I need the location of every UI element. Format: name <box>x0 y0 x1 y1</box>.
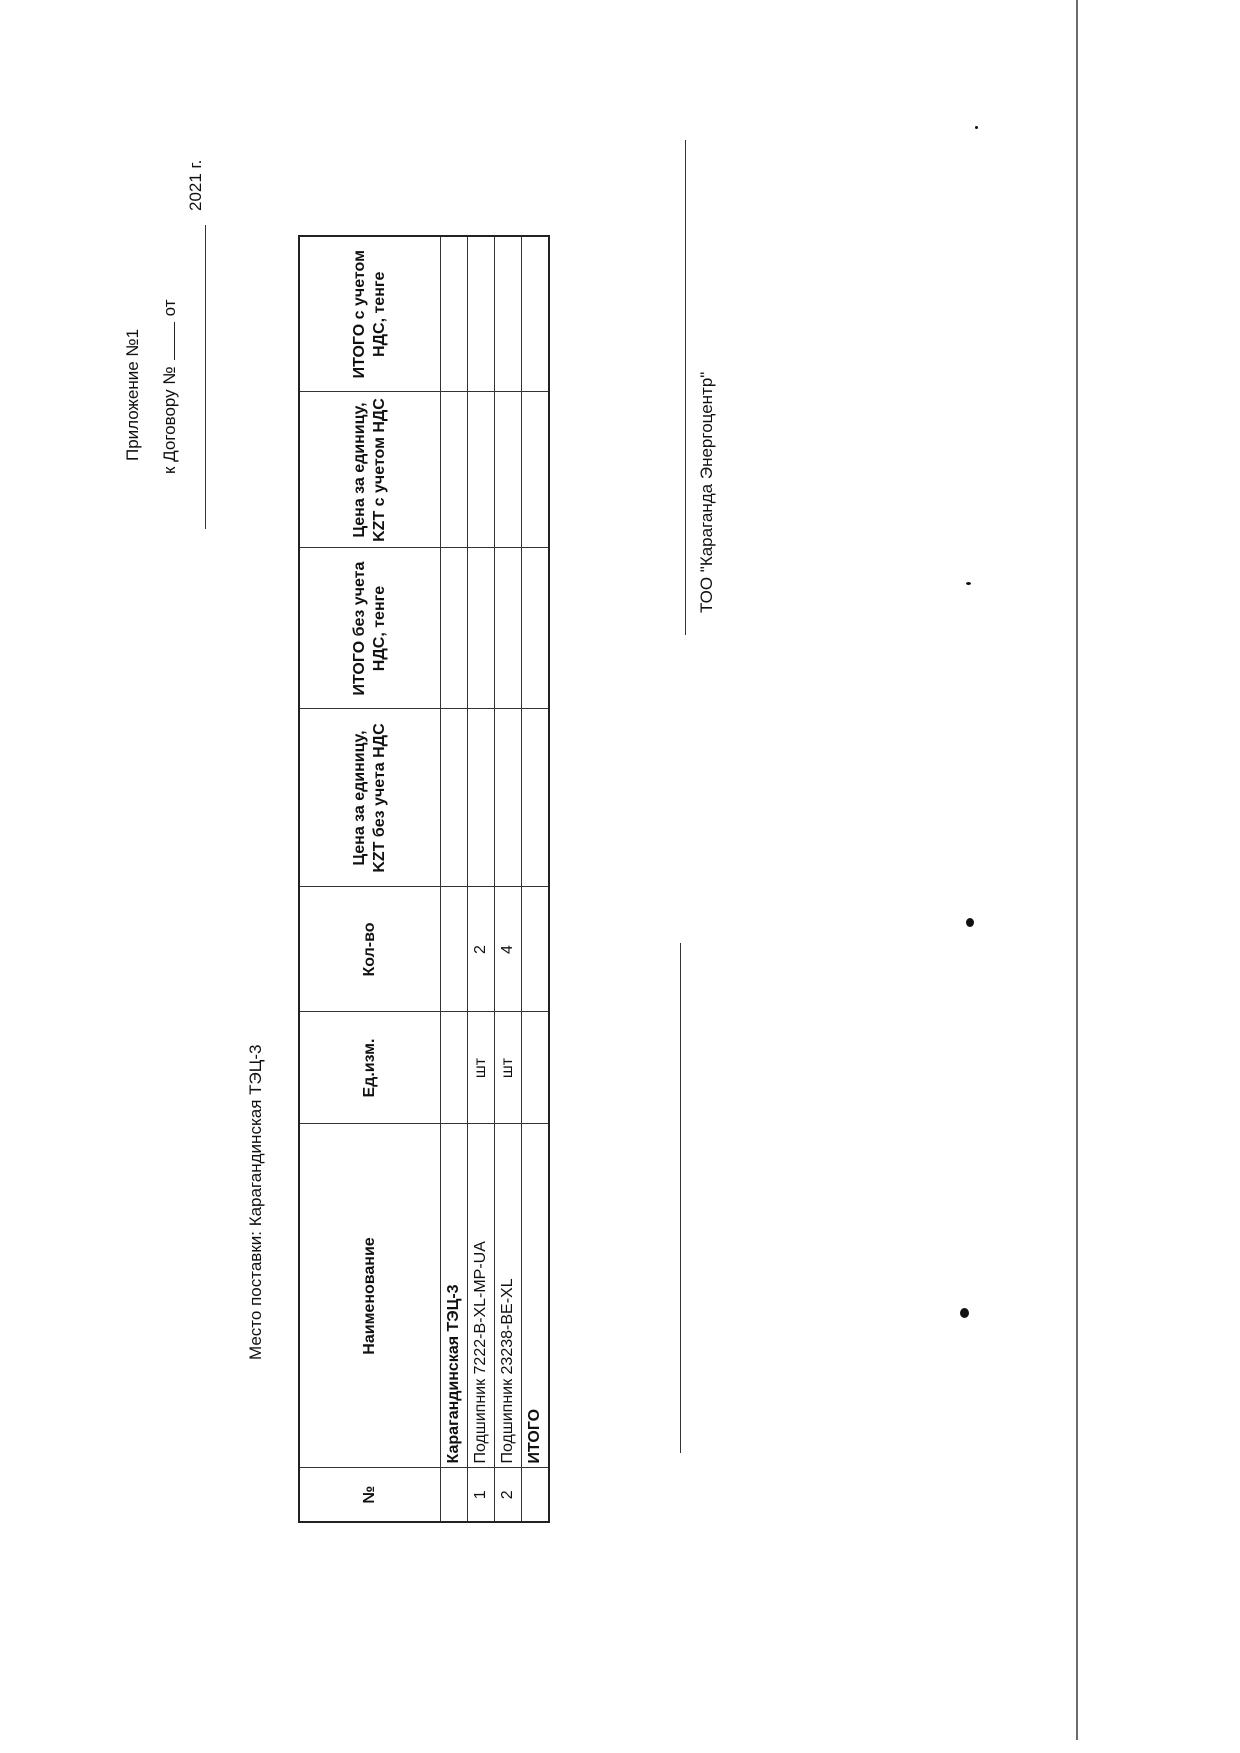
supplier-signature-line <box>685 140 686 635</box>
header-total-incl-vat: ИТОГО с учетом НДС, тенге <box>299 236 441 392</box>
row-name: Подшипник 7222-B-XL-MP-UA <box>468 1124 495 1468</box>
scan-speck <box>966 918 974 927</box>
contract-date-line <box>182 160 207 215</box>
table-header-row <box>299 236 441 1522</box>
scan-speck <box>960 1308 969 1318</box>
contract-number-blank <box>156 322 175 360</box>
row-quantity: 4 <box>495 887 522 1012</box>
row-unit: шт <box>495 1012 522 1124</box>
supplier-organization: ТОО "Караганда Энергоцентр" <box>697 371 716 613</box>
contract-prefix: к Договору № <box>160 366 179 474</box>
contract-year: 2021 г. <box>186 159 205 211</box>
table-row <box>468 236 495 1522</box>
buyer-signature-line <box>680 943 681 1453</box>
contract-number-underline <box>205 225 206 529</box>
header-unit-price-excl-vat: Цена за единицу, KZT без учета НДС <box>299 709 441 887</box>
specification-table <box>298 235 550 1523</box>
delivery-place: Место поставки: Карагандинская ТЭЦ-3 <box>246 1044 265 1360</box>
row-unit: шт <box>468 1012 495 1124</box>
header-quantity: Кол-во <box>299 887 441 1012</box>
group-name: Карагандинская ТЭЦ-3 <box>441 1124 468 1468</box>
header-name: Наименование <box>299 1124 441 1468</box>
table-row-group <box>441 236 468 1522</box>
appendix-title: Приложение №1 <box>123 328 142 461</box>
row-name: Подшипник 23238-BE-XL <box>495 1124 522 1468</box>
header-number: № <box>299 1468 441 1522</box>
date-prefix: от <box>160 299 179 317</box>
row-number: 1 <box>468 1468 495 1522</box>
total-label: ИТОГО <box>522 1124 550 1468</box>
table-row-total <box>522 236 550 1522</box>
header-unit-price-incl-vat: Цена за единицу, KZT с учетом НДС <box>299 392 441 548</box>
scan-speck <box>966 582 971 585</box>
row-number: 2 <box>495 1468 522 1522</box>
table-row <box>495 236 522 1522</box>
header-unit: Ед.изм. <box>299 1012 441 1124</box>
scan-speck <box>975 126 978 129</box>
row-quantity: 2 <box>468 887 495 1012</box>
contract-reference <box>156 300 181 481</box>
header-total-excl-vat: ИТОГО без учета НДС, тенге <box>299 548 441 709</box>
